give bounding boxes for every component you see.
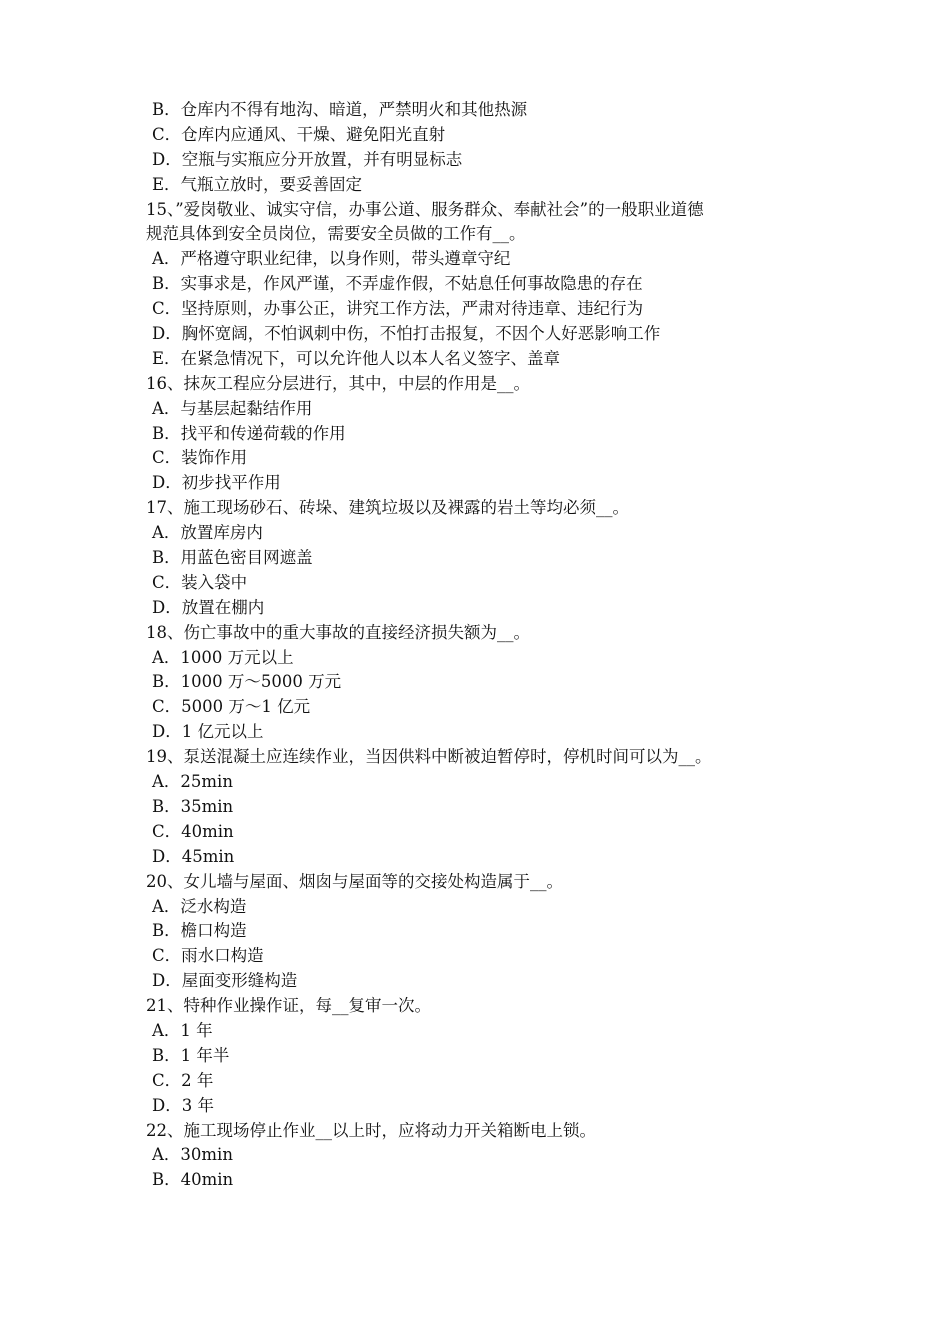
option-line: A．25min (152, 772, 233, 792)
option-line: B．35min (152, 796, 234, 816)
option-line: A．1 年 (152, 1020, 213, 1040)
option-line: B．实事求是，作风严谨，不弄虚作假，不姑息任何事故隐患的存在 (152, 274, 643, 294)
option-line: B．1 年半 (152, 1045, 230, 1065)
option-line: D．屋面变形缝构造 (152, 971, 298, 991)
question-line: 21、特种作业操作证，每__复审一次。 (146, 996, 431, 1016)
option-line: D．45min (152, 846, 235, 866)
option-line: B．用蓝色密目网遮盖 (152, 548, 313, 568)
option-line: C．仓库内应通风、干燥、避免阳光直射 (152, 124, 446, 144)
option-line: C．5000 万～1 亿元 (152, 697, 311, 717)
option-line: D．胸怀宽阔，不怕讽刺中伤，不怕打击报复，不因个人好恶影响工作 (152, 324, 661, 344)
question-line: 17、施工现场砂石、砖垛、建筑垃圾以及裸露的岩土等均必须__。 (146, 498, 629, 518)
option-line: D．1 亿元以上 (152, 722, 264, 742)
option-line: A．泛水构造 (152, 896, 247, 916)
option-line: C．雨水口构造 (152, 946, 264, 966)
option-line: E．气瓶立放时，要妥善固定 (152, 174, 363, 194)
option-line: C．40min (152, 821, 234, 841)
question-line: 15、”爱岗敬业、诚实守信，办事公道、服务群众、奉献社会”的一般职业道德 (146, 199, 704, 219)
option-line: D．初步找平作用 (152, 473, 281, 493)
option-line: A．30min (152, 1145, 233, 1165)
question-line: 22、施工现场停止作业__以上时，应将动力开关箱断电上锁。 (146, 1120, 596, 1140)
option-line: B．找平和传递荷载的作用 (152, 423, 346, 443)
option-line: B．1000 万～5000 万元 (152, 672, 342, 692)
option-line: C．装饰作用 (152, 448, 248, 468)
question-line: 规范具体到安全员岗位，需要安全员做的工作有__。 (146, 224, 526, 244)
question-line: 19、泵送混凝土应连续作业，当因供料中断被迫暂停时，停机时间可以为__。 (146, 747, 712, 767)
option-line: B．檐口构造 (152, 921, 247, 941)
option-line: A．严格遵守职业纪律，以身作则，带头遵章守纪 (152, 249, 511, 269)
question-line: 18、伤亡事故中的重大事故的直接经济损失额为__。 (146, 622, 530, 642)
option-line: D．空瓶与实瓶应分开放置，并有明显标志 (152, 149, 463, 169)
option-line: C．装入袋中 (152, 572, 248, 592)
option-line: C．2 年 (152, 1070, 214, 1090)
option-line: D．3 年 (152, 1095, 214, 1115)
option-line: A．1000 万元以上 (152, 647, 294, 667)
option-line: A．与基层起黏结作用 (152, 398, 313, 418)
question-line: 16、抹灰工程应分层进行，其中，中层的作用是__。 (146, 373, 530, 393)
option-line: D．放置在棚内 (152, 597, 265, 617)
document-body (146, 98, 826, 1193)
option-line: C．坚持原则，办事公正，讲究工作方法，严肃对待违章、违纪行为 (152, 299, 644, 319)
question-line: 20、女儿墙与屋面、烟囱与屋面等的交接处构造属于__。 (146, 871, 563, 891)
option-line: B．40min (152, 1170, 234, 1190)
option-line: E．在紧急情况下，可以允许他人以本人名义签字、盖章 (152, 348, 561, 368)
option-line: B．仓库内不得有地沟、暗道，严禁明火和其他热源 (152, 100, 528, 119)
option-line: A．放置库房内 (152, 523, 263, 543)
